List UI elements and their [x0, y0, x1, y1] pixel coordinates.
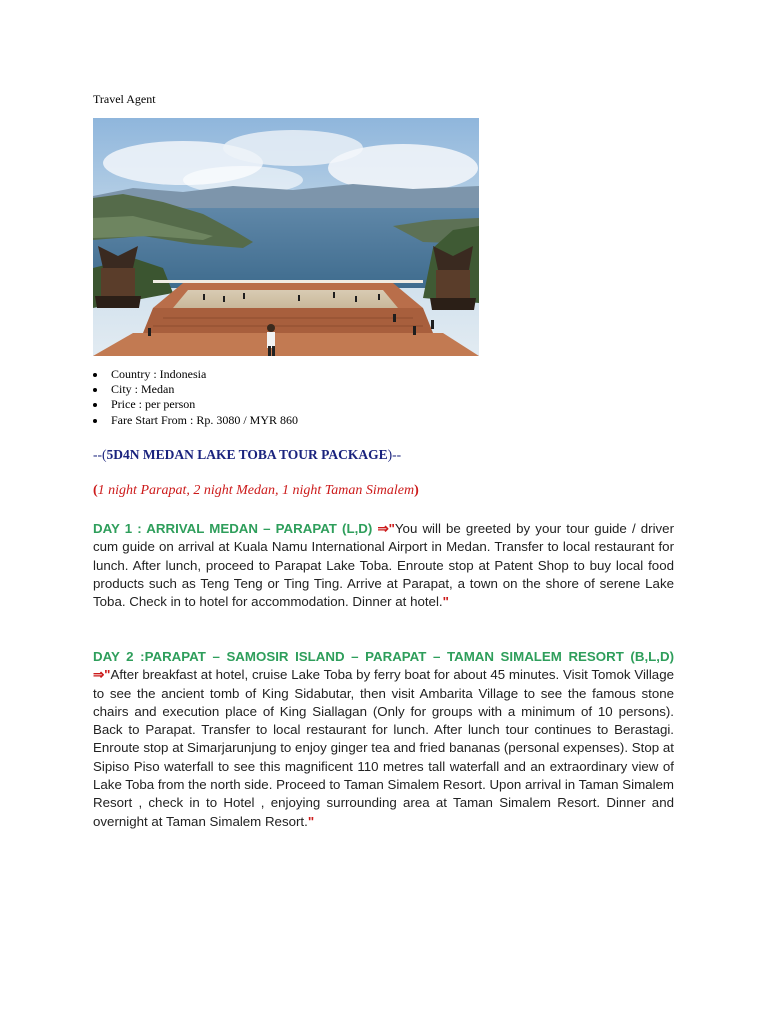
day-1-quote-close: ": [442, 594, 449, 610]
list-item-city: City : Medan: [93, 382, 298, 397]
day-1-quote-open: ": [388, 521, 395, 536]
package-title: [93, 447, 401, 463]
subtitle-text: 1 night Parapat, 2 night Medan, 1 night Taman Simalem: [97, 483, 415, 498]
right-arrow-icon: ⇒: [377, 521, 389, 536]
day-1-itinerary: [93, 520, 674, 611]
day-2-heading: DAY 2 :PARAPAT – SAMOSIR ISLAND – PARAPAT – TAMAN SIMALEM RESORT (B,L,D): [93, 649, 674, 664]
day-2-quote-open: ": [104, 667, 111, 683]
day-2-itinerary: [93, 648, 674, 831]
package-info-list: [93, 367, 298, 428]
list-item-price: Price : per person: [93, 397, 298, 412]
package-title-suffix: )--: [387, 447, 402, 462]
package-title-prefix: --(: [93, 447, 107, 462]
right-arrow-icon: ⇒: [93, 667, 105, 683]
list-item-fare: Fare Start From : Rp. 3080 / MYR 860: [93, 413, 298, 428]
package-subtitle: [93, 483, 419, 499]
lake-toba-photo: [93, 118, 479, 356]
subtitle-open-paren: (: [93, 483, 98, 498]
day-2-quote-close: ": [307, 813, 315, 829]
package-title-text: 5D4N MEDAN LAKE TOBA TOUR PACKAGE: [106, 447, 388, 462]
document-header: Travel Agent: [93, 92, 156, 106]
day-2-body: After breakfast at hotel, cruise Lake Toba by ferry boat for about 45 minutes. Visit Tomok Village to see the ancient tomb of King Sidabutar, then visit Ambarita Village to see the famous stone chairs and execution place of King Siallagan (Only for groups with a minimum of 10 persons). Back to Parapat. Transfer to local restaurant for lunch. After lunch tour continues to Berastagi. Enroute stop at Simarjarunjung to enjoy ginger tea and fried bananas (personal expenses). Stop at Sipiso Piso waterfall to see this magnificent 110 metres tall waterfall and an extraordinary view of Lake Toba from the north side. Proceed to Taman Simalem Resort. Upon arrival in Taman Simalem Resort , check in to Hotel , enjoying surrounding area at Taman Simalem Resort. Dinner and overnight at Taman Simalem Resort.: [93, 667, 674, 829]
day-1-heading: DAY 1 : ARRIVAL MEDAN – PARAPAT (L,D): [93, 521, 378, 536]
subtitle-close-paren: ): [414, 483, 419, 498]
day-1-body: You will be greeted by your tour guide / driver cum guide on arrival at Kuala Namu International Airport in Medan. Transfer to local restaurant for lunch. After lunch, proceed to Parapat Lake Toba. Enroute stop at Patent Shop to buy local food products such as Teng Teng or Ting Ting. Arrive at Parapat, a town on the shore of serene Lake Toba. Check in to hotel for accommodation. Dinner at hotel.: [93, 521, 674, 610]
list-item-country: Country : Indonesia: [93, 367, 298, 382]
